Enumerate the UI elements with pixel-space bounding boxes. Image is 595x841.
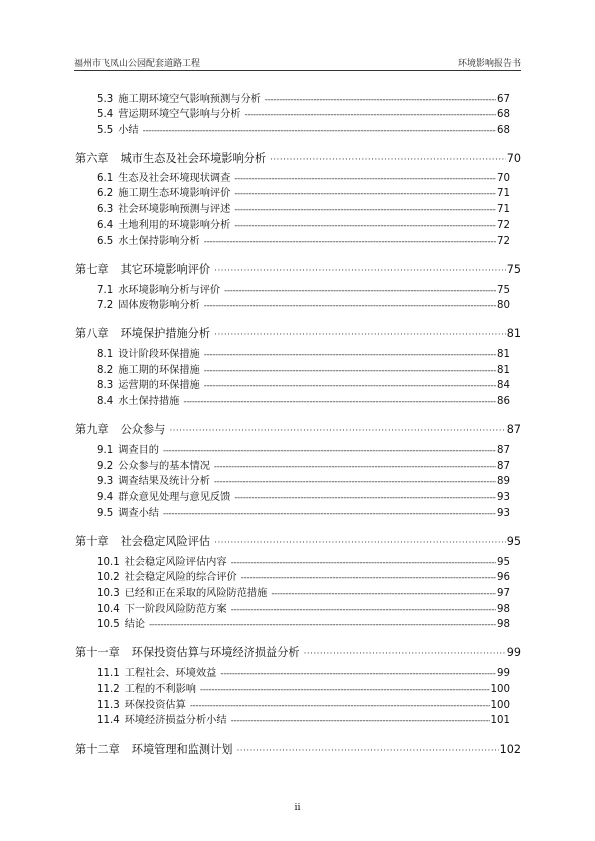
toc-title: 环境经济损益分析小结 <box>124 715 227 726</box>
toc-item-row[interactable] <box>97 219 510 233</box>
toc-chapter-row[interactable] <box>75 646 521 661</box>
toc-title: 社会稳定风险评估 <box>120 535 211 548</box>
toc-leader <box>214 535 506 550</box>
toc-number: 6.3 <box>97 204 114 215</box>
toc-title: 公众参与 <box>120 423 166 436</box>
toc-number: 10.4 <box>97 604 120 615</box>
toc-title: 已经和正在采取的风险防范措施 <box>124 588 268 599</box>
toc-page-number: 95 <box>497 557 510 568</box>
toc-page-number: 99 <box>497 668 510 679</box>
toc-page-number: 72 <box>497 220 510 231</box>
toc-page-number: 100 <box>490 684 510 695</box>
toc-leader <box>244 108 496 122</box>
toc-leader <box>304 646 506 661</box>
toc-leader <box>214 263 506 278</box>
toc-item-row[interactable] <box>97 460 510 474</box>
toc-item-row[interactable] <box>97 603 510 617</box>
toc-leader <box>231 714 490 728</box>
toc-leader <box>204 364 496 378</box>
toc-chapter-row[interactable] <box>75 743 521 758</box>
toc-page-number: 99 <box>506 646 521 659</box>
toc-item-row[interactable] <box>97 348 510 362</box>
toc-number: 8.2 <box>97 365 114 376</box>
toc-leader <box>234 491 496 505</box>
toc-number: 11.1 <box>97 668 120 679</box>
toc-leader <box>231 603 496 617</box>
toc-item-row[interactable] <box>97 93 510 107</box>
toc-title: 公众参与的基本情况 <box>118 461 210 472</box>
toc-title: 社会稳定风险的综合评价 <box>124 572 237 583</box>
toc-item-row[interactable] <box>97 172 510 186</box>
toc-page-number: 84 <box>497 380 510 391</box>
toc-leader <box>204 235 496 249</box>
toc-leader <box>169 423 505 438</box>
toc-page-number: 75 <box>506 263 521 276</box>
toc-page-number: 93 <box>497 492 510 503</box>
toc-number: 5.5 <box>97 125 114 136</box>
toc-item-row[interactable] <box>97 124 510 138</box>
toc-chapter-row[interactable] <box>75 535 521 550</box>
toc-page-number: 97 <box>497 588 510 599</box>
toc-page-number: 70 <box>497 173 510 184</box>
toc-number: 10.5 <box>97 619 120 630</box>
toc-title: 施工期生态环境影响评价 <box>118 188 231 199</box>
toc-title: 工程社会、环境效益 <box>124 668 217 679</box>
toc-item-row[interactable] <box>97 475 510 489</box>
toc-number: 6.5 <box>97 236 114 247</box>
toc-number: 6.2 <box>97 188 114 199</box>
toc-number: 6.4 <box>97 220 114 231</box>
toc-page-number: 72 <box>497 236 510 247</box>
toc-number: 8.4 <box>97 396 114 407</box>
toc-title: 水环境影响分析与评价 <box>118 285 221 296</box>
header-report-type: 环境影响报告书 <box>457 59 521 69</box>
toc-item-row[interactable] <box>97 714 510 728</box>
toc-number: 5.4 <box>97 109 114 120</box>
toc-item-row[interactable] <box>97 203 510 217</box>
toc-page-number: 71 <box>497 188 510 199</box>
toc-leader <box>234 187 496 201</box>
header-project-title: 福州市飞凤山公园配套道路工程 <box>74 59 201 69</box>
toc-page-number: 70 <box>506 152 521 165</box>
toc-number: 9.5 <box>97 508 114 519</box>
toc-title: 生态及社会环境现状调查 <box>118 173 231 184</box>
toc-number: 第六章 <box>75 152 109 165</box>
toc-leader <box>149 618 496 632</box>
toc-title: 调查小结 <box>118 508 159 519</box>
toc-item-row[interactable] <box>97 108 510 122</box>
toc-title: 运营期的环保措施 <box>118 380 200 391</box>
toc-page-number: 86 <box>497 396 510 407</box>
toc-number: 11.4 <box>97 715 120 726</box>
toc-number: 9.2 <box>97 461 114 472</box>
toc-number: 9.3 <box>97 476 114 487</box>
toc-page-number: 68 <box>497 125 510 136</box>
toc-title: 下一阶段风险防范方案 <box>124 604 227 615</box>
toc-leader <box>234 172 496 186</box>
toc-title: 土地利用的环境影响分析 <box>118 220 231 231</box>
toc-title: 施工期环境空气影响预测与分析 <box>118 94 261 105</box>
toc-title: 设计阶段环保措施 <box>118 349 200 360</box>
toc-number: 9.1 <box>97 445 114 456</box>
toc-item-row[interactable] <box>97 683 510 697</box>
toc-page-number: 81 <box>506 327 521 340</box>
toc-title: 小结 <box>118 125 139 136</box>
toc-leader <box>214 327 506 342</box>
toc-leader <box>224 284 496 298</box>
toc-leader <box>214 475 496 489</box>
toc-item-row[interactable] <box>97 379 510 393</box>
toc-item-row[interactable] <box>97 491 510 505</box>
toc-title: 水土保持影响分析 <box>118 236 200 247</box>
toc-item-row[interactable] <box>97 284 510 298</box>
toc-title: 结论 <box>124 619 146 630</box>
toc-page-number: 75 <box>497 285 510 296</box>
toc-leader <box>270 152 506 167</box>
toc-page-number: 95 <box>506 535 521 548</box>
toc-page-number: 81 <box>497 349 510 360</box>
toc-page-number: 87 <box>497 445 510 456</box>
toc-title: 环境管理和监测计划 <box>131 743 233 756</box>
toc-page-number: 68 <box>497 109 510 120</box>
toc-title: 水土保持措施 <box>118 396 180 407</box>
toc-page-number: 81 <box>497 365 510 376</box>
toc-number: 8.3 <box>97 380 114 391</box>
toc-title: 环保投资估算 <box>124 700 186 711</box>
toc-number: 第十二章 <box>75 743 120 756</box>
toc-leader <box>200 683 490 697</box>
toc-number: 7.2 <box>97 300 114 311</box>
toc-leader <box>204 348 496 362</box>
toc-page-number: 100 <box>490 700 510 711</box>
toc-page-number: 87 <box>506 423 521 436</box>
toc-item-row[interactable] <box>97 364 510 378</box>
toc-leader <box>204 299 496 313</box>
toc-number: 11.3 <box>97 700 120 711</box>
toc-page-number: 96 <box>497 572 510 583</box>
toc-number: 第九章 <box>75 423 109 436</box>
toc-leader <box>163 507 496 521</box>
toc-number: 第八章 <box>75 327 109 340</box>
toc-chapter-row[interactable] <box>75 152 521 167</box>
toc-item-row[interactable] <box>97 667 510 681</box>
toc-item-row[interactable] <box>97 556 510 570</box>
toc-title: 其它环境影响评价 <box>120 263 211 276</box>
toc-title: 施工期的环保措施 <box>118 365 200 376</box>
toc-page-number: 80 <box>497 300 510 311</box>
toc-page-number: 67 <box>497 94 510 105</box>
toc-number: 6.1 <box>97 173 114 184</box>
toc-item-row[interactable] <box>97 507 510 521</box>
toc-item-row[interactable] <box>97 571 510 585</box>
toc-page-number: 87 <box>497 461 510 472</box>
toc-title: 环境保护措施分析 <box>120 327 211 340</box>
toc-item-row[interactable] <box>97 395 510 409</box>
toc-page-number: 101 <box>490 715 510 726</box>
toc-number: 第十章 <box>75 535 109 548</box>
toc-item-row[interactable] <box>97 587 510 601</box>
toc-number: 10.2 <box>97 572 120 583</box>
toc-page-number: 89 <box>497 476 510 487</box>
toc-title: 环保投资估算与环境经济损益分析 <box>131 646 300 659</box>
toc-page-number: 93 <box>497 508 510 519</box>
toc-item-row[interactable] <box>97 699 510 713</box>
toc-leader <box>220 667 496 681</box>
toc-page-number: 71 <box>497 204 510 215</box>
toc-number: 7.1 <box>97 285 114 296</box>
toc-leader <box>241 571 496 585</box>
toc-number: 5.3 <box>97 94 114 105</box>
toc-leader <box>163 444 496 458</box>
toc-number: 11.2 <box>97 684 120 695</box>
toc-chapter-row[interactable] <box>75 327 521 342</box>
toc-number: 9.4 <box>97 492 114 503</box>
toc-leader <box>234 219 496 233</box>
toc-leader <box>236 743 498 758</box>
toc-leader <box>143 124 496 138</box>
toc-title: 城市生态及社会环境影响分析 <box>120 152 267 165</box>
toc-item-row[interactable] <box>97 299 510 313</box>
toc-item-row[interactable] <box>97 235 510 249</box>
toc-number: 8.1 <box>97 349 114 360</box>
toc-title: 群众意见处理与意见反馈 <box>118 492 231 503</box>
toc-page-number: 98 <box>497 604 510 615</box>
toc-leader <box>204 379 496 393</box>
toc-item-row[interactable] <box>97 618 510 632</box>
toc-chapter-row[interactable] <box>75 423 521 438</box>
toc-number: 第七章 <box>75 263 109 276</box>
toc-page-number: 98 <box>497 619 510 630</box>
toc-leader <box>214 460 496 474</box>
toc-leader <box>190 699 490 713</box>
toc-leader <box>265 93 496 107</box>
toc-title: 营运期环境空气影响与分析 <box>118 109 241 120</box>
toc-chapter-row[interactable] <box>75 263 521 278</box>
toc-title: 调查结果及统计分析 <box>118 476 210 487</box>
toc-item-row[interactable] <box>97 187 510 201</box>
toc-title: 工程的不利影响 <box>124 684 196 695</box>
toc-number: 10.3 <box>97 588 120 599</box>
page-number: ii <box>294 802 301 813</box>
toc-title: 调查目的 <box>118 445 159 456</box>
toc-page-number: 102 <box>499 743 521 756</box>
toc-leader <box>183 395 496 409</box>
toc-leader <box>234 203 496 217</box>
toc-item-row[interactable] <box>97 444 510 458</box>
toc-number: 10.1 <box>97 557 120 568</box>
toc-leader <box>271 587 496 601</box>
toc-title: 社会稳定风险评估内容 <box>124 557 227 568</box>
toc-title: 社会环境影响预测与评述 <box>118 204 231 215</box>
toc-leader <box>231 556 496 570</box>
toc-number: 第十一章 <box>75 646 120 659</box>
toc-title: 固体废物影响分析 <box>118 300 200 311</box>
